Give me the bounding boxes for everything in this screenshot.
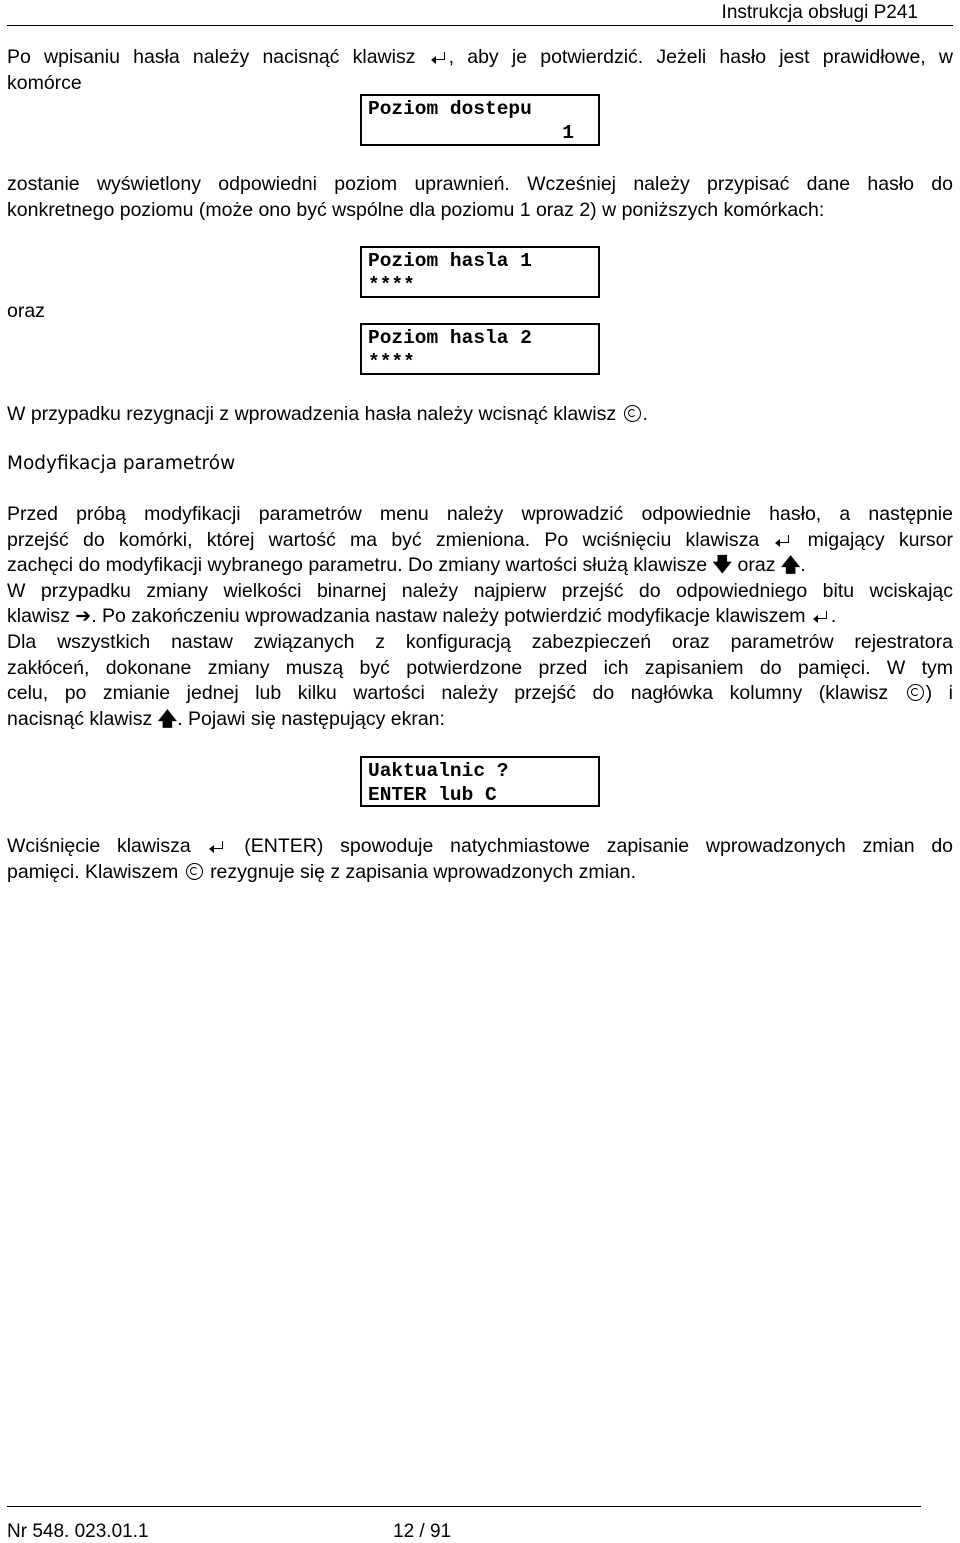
right-arrow-icon: ➔	[75, 605, 92, 628]
footer-divider	[7, 1506, 921, 1507]
text-line: komórce	[7, 71, 82, 94]
footer-page-number: 12 / 91	[393, 1521, 452, 1542]
text-line: zachęci do modyfikacji wybranego parametru. Do zmiany wartości służą klawisze 🡇 oraz 🡅.	[7, 554, 806, 577]
lcd-line: ENTER lub C	[368, 784, 497, 806]
connector-label: oraz	[7, 300, 45, 322]
text-line: celu, po zmianie jednej lub kilku wartości należy przejść do nagłówka kolumny (klawisz ) i	[7, 682, 953, 705]
lcd-update-prompt	[360, 756, 600, 807]
cancel-key-icon	[186, 863, 203, 880]
paragraph-cancel: W przypadku rezygnacji z wprowadzenia hasła należy wcisnąć klawisz .	[7, 403, 648, 425]
down-arrow-icon: 🡇	[712, 554, 733, 577]
paragraph-password-confirm	[7, 45, 953, 96]
lcd-line: ****	[368, 274, 415, 296]
cancel-key-icon	[624, 405, 641, 422]
lcd-password-level-1	[360, 246, 600, 298]
text-line: pamięci. Klawiszem rezygnuje się z zapisania wprowadzonych zmian.	[7, 860, 637, 883]
cancel-key-icon	[907, 684, 924, 701]
text-line: Przed próbą modyfikacji parametrów menu należy wprowadzić odpowiednie hasło, a następnie	[7, 503, 953, 525]
paragraph-save	[7, 834, 953, 885]
text-line: nacisnąć klawisz 🡅. Pojawi się następujący ekran:	[7, 707, 445, 730]
header-divider	[7, 25, 953, 26]
up-arrow-icon: 🡅	[157, 707, 178, 730]
header-title: Instrukcja obsługi P241	[721, 2, 918, 23]
enter-key-icon	[209, 838, 225, 852]
text-line: przejść do komórki, której wartość ma być zmieniona. Po wciśnięciu klawisza migający kursor	[7, 528, 954, 551]
text-line: W przypadku zmiany wielkości binarnej należy najpierw przejść do odpowiedniego bitu wciskając	[7, 579, 953, 602]
text-line: zostanie wyświetlony odpowiedni poziom uprawnień. Wcześniej należy przypisać dane hasło do	[7, 173, 953, 195]
lcd-line: Poziom dostepu	[368, 98, 532, 120]
lcd-line: Poziom hasla 1	[368, 250, 532, 272]
paragraph-level-assign	[7, 172, 953, 223]
lcd-line: ****	[368, 351, 415, 373]
lcd-line: Poziom hasla 2	[368, 327, 532, 349]
text-line: zakłóceń, dokonane zmiany muszą być potwierdzone przed ich zapisaniem do pamięci. W tym	[7, 656, 953, 679]
footer-doc-number: Nr 548. 023.01.1	[7, 1521, 149, 1542]
enter-key-icon	[813, 608, 829, 622]
text-line: Po wpisaniu hasła należy nacisnąć klawisz , aby je potwierdzić. Jeżeli hasło jest prawidłowe, w	[7, 46, 953, 68]
lcd-line: 1	[562, 122, 574, 144]
lcd-line: Uaktualnic ?	[368, 760, 509, 782]
text-line: Wciśnięcie klawisza (ENTER) spowoduje natychmiastowe zapisanie wprowadzonych zmian do	[7, 835, 954, 857]
up-arrow-icon: 🡅	[780, 554, 801, 577]
text-line: klawisz ➔. Po zakończeniu wprowadzania nastaw należy potwierdzić modyfikacje klawiszem .	[7, 605, 837, 628]
paragraph-modify	[7, 502, 953, 732]
text-line: konkretnego poziomu (może ono być wspólne dla poziomu 1 oraz 2) w poniższych komórkach:	[7, 198, 825, 221]
enter-key-icon	[431, 49, 447, 63]
text-line: Dla wszystkich nastaw związanych z konfiguracją zabezpieczeń oraz parametrów rejestratora	[7, 630, 953, 653]
lcd-password-level-2	[360, 323, 600, 375]
section-heading: Modyfikacja parametrów	[7, 453, 236, 474]
lcd-access-level	[360, 94, 600, 146]
enter-key-icon	[775, 532, 791, 546]
